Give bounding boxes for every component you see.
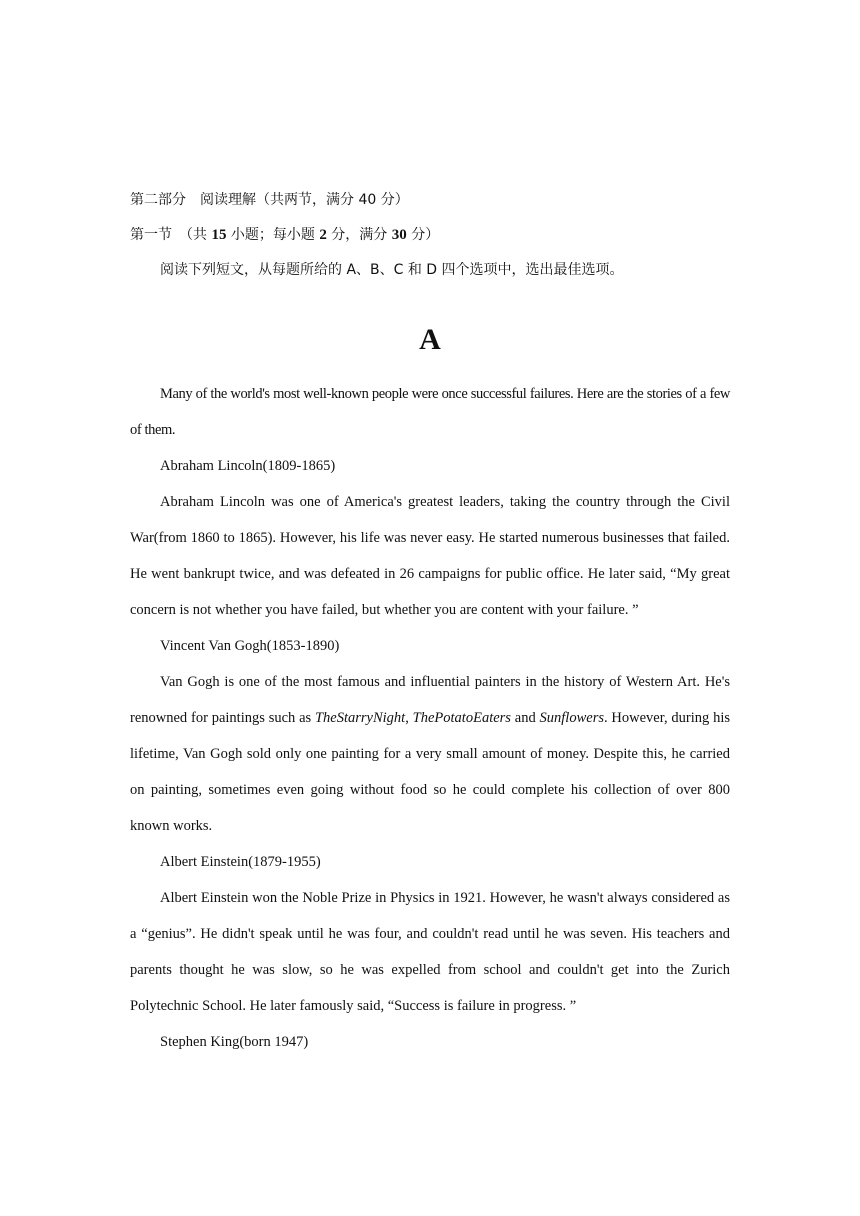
passage-letter: A bbox=[419, 323, 441, 356]
lincoln-heading: Abraham Lincoln(1809-1865) bbox=[160, 458, 336, 474]
section-mid1: 小题；每小题 bbox=[226, 227, 320, 243]
document-page bbox=[130, 188, 730, 1060]
vangogh-sep-2: and bbox=[510, 710, 540, 726]
passage-body bbox=[130, 376, 730, 1060]
vangogh-text-2: . However, during his lifetime, Van Gogh sold only one painting for a very small amount of money. Despite this, he carried on painting, sometimes even going without food so he could complete his collection of over 800 known works. bbox=[130, 710, 731, 834]
einstein-heading: Albert Einstein(1879-1955) bbox=[160, 854, 321, 870]
section-total: 30 bbox=[391, 227, 407, 243]
vangogh-text-1: Van Gogh is one of the most famous and influential painters in the history of Western Art. He's renowned for paintings such as bbox=[130, 674, 730, 726]
vangogh-heading: Vincent Van Gogh(1853-1890) bbox=[160, 638, 340, 654]
vangogh-paragraph bbox=[130, 664, 730, 844]
part-title: 第二部分 阅读理解（共两节，满分 40 分） bbox=[130, 192, 409, 208]
vangogh-work-2: ThePotatoEaters bbox=[412, 710, 511, 726]
instruction: 阅读下列短文，从每题所给的 A、B、C 和 D 四个选项中，选出最佳选项。 bbox=[160, 262, 624, 278]
section-mid2: 分，满分 bbox=[326, 227, 392, 243]
lincoln-paragraph: Abraham Lincoln was one of America's greatest leaders, taking the country through the Civil War(from 1860 to 1865). However, his life was never easy. He started numerous businesses that failed. He went bankrupt twice, and was defeated in 26 campaigns for public office. He later said, “My great concern is not whether you have failed, but whether you are content with your failure. ” bbox=[130, 494, 730, 618]
vangogh-work-1: TheStarryNight bbox=[314, 710, 406, 726]
section-suffix: 分） bbox=[406, 227, 440, 243]
king-heading: Stephen King(born 1947) bbox=[160, 1034, 309, 1050]
section-points: 2 bbox=[319, 227, 327, 243]
vangogh-work-3: Sunflowers bbox=[539, 710, 604, 726]
section-title bbox=[130, 223, 730, 247]
passage-intro: Many of the world's most well-known people were once successful failures. Here are the stories of a few of them. bbox=[130, 386, 730, 438]
vangogh-sep-1: , bbox=[405, 710, 413, 726]
section-count: 15 bbox=[211, 227, 227, 243]
section-prefix: 第一节 （共 bbox=[130, 227, 212, 243]
einstein-paragraph: Albert Einstein won the Noble Prize in Physics in 1921. However, he wasn't always considered as a “genius”. He didn't speak until he was four, and couldn't read until he was seven. His teachers and parents thought he was slow, so he was expelled from school and couldn't get into the Zurich Polytechnic School. He later famously said, “Success is failure in progress. ” bbox=[130, 890, 730, 1014]
